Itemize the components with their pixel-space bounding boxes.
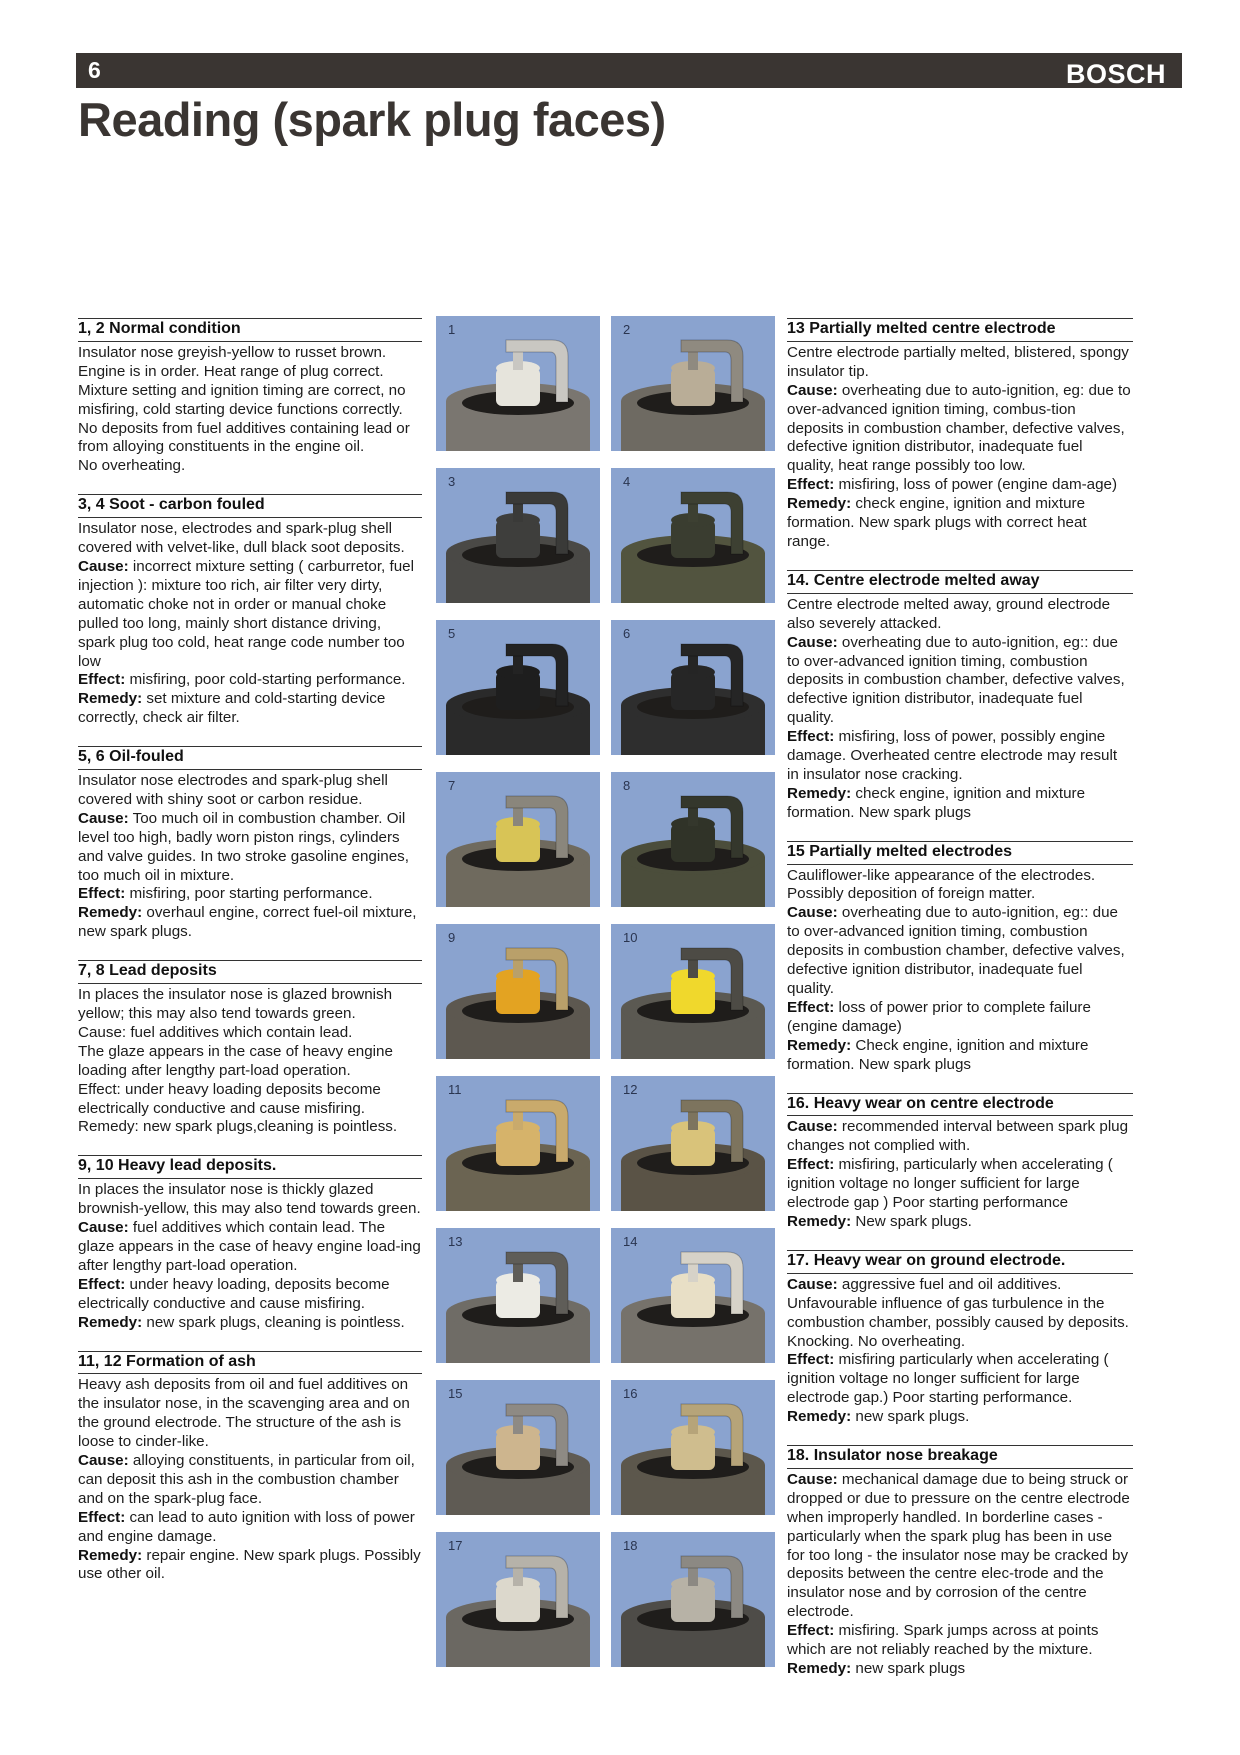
spark-plug-photo (436, 316, 600, 451)
photo-number: 2 (623, 322, 631, 337)
section (78, 960, 422, 1137)
paragraph-text: misfiring, loss of power, possibly engine damage. Overheated centre electrode may result in insulator nose cracking. (787, 728, 1118, 783)
section-paragraph (78, 344, 422, 420)
paragraph-label: Effect: (78, 1275, 126, 1293)
paragraph-label: Remedy: (78, 690, 143, 708)
centre-electrode (688, 808, 698, 826)
section-paragraph (78, 1081, 422, 1119)
spark-plug-illustration (436, 620, 600, 755)
paragraph-text: loss of power prior to complete failure (engine damage) (787, 998, 1091, 1035)
paragraph-label: Remedy: (78, 904, 143, 922)
spark-plug-photo (611, 772, 775, 907)
paragraph-text: overhaul engine, correct fuel-oil mixture, new spark plugs. (78, 904, 417, 941)
spark-plug-photo (436, 1532, 600, 1667)
paragraph-text: Too much oil in combustion chamber. Oil level too high, badly worn piston rings, cylinders and valve guides. In two stroke gasoline engines, too much oil in mixture. (78, 809, 409, 884)
left-text-column (78, 318, 422, 1602)
paragraph-label: Cause: (78, 1219, 129, 1237)
spark-plug-photo (611, 1532, 775, 1667)
section-heading: 11, 12 Formation of ash (78, 1351, 422, 1375)
section-heading: 1, 2 Normal condition (78, 318, 422, 342)
centre-electrode (688, 656, 698, 674)
paragraph-label: Remedy: (787, 495, 852, 513)
section-paragraph (787, 785, 1133, 823)
paragraph-text: repair engine. New spark plugs. Possibly use other oil. (78, 1546, 421, 1583)
paragraph-text: misfiring particularly when accelerating ( ignition voltage no longer sufficient for large electrode gap.) Poor starting performance. (787, 1351, 1109, 1407)
paragraph-text: Insulator nose, electrodes and spark-plug shell covered with velvet-like, dull black soot deposits. (78, 520, 405, 557)
spark-plug-illustration (611, 772, 775, 907)
section-heading: 15 Partially melted electrodes (787, 841, 1133, 865)
paragraph-text: overheating due to auto-ignition, eg:: due to over-advanced ignition timing, combustion deposits in combustion chamber, defective valves, defective ignition distributor, inadequate fuel quality. (787, 904, 1125, 997)
paragraph-label: Remedy: (78, 1546, 143, 1564)
spark-plug-illustration (436, 468, 600, 603)
centre-electrode (688, 504, 698, 522)
spark-plug-illustration (611, 620, 775, 755)
spark-plug-photo (436, 468, 600, 603)
paragraph-text: misfiring, loss of power (engine dam-age) (838, 476, 1118, 494)
paragraph-text: The glaze appears in the case of heavy engine loading after lengthy part-load operation. (78, 1042, 393, 1079)
section-heading: 5, 6 Oil-fouled (78, 746, 422, 770)
spark-plug-photo (611, 316, 775, 451)
paragraph-text: In places the insulator nose is glazed brownish yellow; this may also tend towards green. (78, 986, 393, 1022)
section-paragraph (787, 1156, 1133, 1213)
section-paragraph (78, 1452, 422, 1509)
section-paragraph (787, 1471, 1133, 1622)
centre-electrode (513, 1416, 523, 1434)
paragraph-label: Remedy: (787, 784, 852, 802)
spark-plug-photo (436, 1380, 600, 1515)
centre-electrode (688, 960, 698, 978)
photo-number: 7 (448, 778, 456, 793)
paragraph-label: Effect: (787, 1156, 835, 1174)
paragraph-text: under heavy loading, deposits become electrically conductive and cause misfiring. (78, 1275, 390, 1312)
paragraph-label: Cause: (787, 1275, 838, 1293)
paragraph-label: Cause: (787, 1470, 838, 1488)
centre-electrode (688, 1264, 698, 1282)
section-paragraph (787, 1037, 1133, 1075)
centre-electrode (688, 1568, 698, 1586)
section (787, 1093, 1133, 1232)
paragraph-text: new spark plugs, cleaning is pointless. (146, 1313, 405, 1331)
spark-plug-photo (611, 1076, 775, 1211)
paragraph-text: Effect: under heavy loading deposits become electrically conductive and cause misfiring. (78, 1080, 381, 1117)
paragraph-label: Effect: (787, 1622, 835, 1640)
section-paragraph (787, 1408, 1133, 1427)
paragraph-text: incorrect mixture setting ( carburretor, fuel injection ): mixture too rich, air filter very dirty, automatic choke not in order or manual choke pulled too long, mainly short distance driving, spark plug too cold, heat range code number too low (78, 557, 414, 670)
section-paragraph (787, 1213, 1133, 1232)
paragraph-text: recommended interval between spark plug changes not complied with. (787, 1118, 1129, 1155)
paragraph-text: overheating due to auto-ignition, eg: due to over-advanced ignition timing, combus-tion deposits in combustion chamber, defective valves, defective ignition distributor, inadequate fuel quality, heat range possibly too low. (787, 381, 1131, 475)
section-paragraph (78, 690, 422, 728)
paragraph-text: new spark plugs (855, 1660, 966, 1677)
paragraph-label: Cause: (78, 809, 129, 827)
brand-logo: BOSCH (1065, 59, 1166, 89)
photo-number: 5 (448, 626, 456, 641)
paragraph-text: aggressive fuel and oil additives. Unfavourable influence of gas turbulence in the combustion chamber, possibly caused by deposits. Knocking. No overheating. (787, 1275, 1129, 1350)
spark-plug-photo (436, 1228, 600, 1363)
section-heading: 17. Heavy wear on ground electrode. (787, 1250, 1133, 1274)
section-paragraph (787, 495, 1133, 552)
paragraph-label: Effect: (78, 671, 126, 689)
photo-number: 10 (623, 930, 638, 945)
paragraph-text: new spark plugs. (855, 1408, 970, 1426)
paragraph-text: overheating due to auto-ignition, eg:: due to over-advanced ignition timing, combustion deposits in combustion chamber, defective valves, defective ignition distributor, inadequate fuel quality. (787, 633, 1125, 727)
paragraph-text: check engine, ignition and mixture formation. New spark plugs (787, 784, 1086, 821)
spark-plug-photo (611, 620, 775, 755)
paragraph-label: Effect: (787, 998, 835, 1016)
paragraph-text: Insulator nose greyish-yellow to russet brown. Engine is in order. Heat range of plug correct. Mixture setting and ignition timing are correct, no misfiring, cold starting device functions correctly. (78, 343, 406, 418)
paragraph-label: Effect: (787, 1351, 835, 1369)
section-heading: 14. Centre electrode melted away (787, 570, 1133, 594)
paragraph-text: alloying constituents, in particular from oil, can deposit this ash in the combustion chamber and on the spark-plug face. (78, 1452, 415, 1507)
paragraph-text: New spark plugs. (855, 1212, 972, 1230)
paragraph-text: No overheating. (78, 457, 186, 475)
section-paragraph (78, 558, 422, 671)
paragraph-text: can lead to auto ignition with loss of power and engine damage. (78, 1508, 415, 1545)
section (787, 1250, 1133, 1427)
paragraph-label: Cause: (787, 381, 838, 399)
spark-plug-photo (611, 1380, 775, 1515)
spark-plug-photo (436, 924, 600, 1059)
photo-number: 11 (448, 1082, 462, 1097)
spark-plug-photo (611, 924, 775, 1059)
section-paragraph (78, 885, 422, 904)
page-number: 6 (88, 57, 101, 83)
paragraph-text: In places the insulator nose is thickly glazed brownish-yellow, this may also tend towards green. (78, 1181, 421, 1218)
right-text-column (787, 318, 1133, 1697)
section-paragraph (787, 1660, 1133, 1679)
section-paragraph (787, 634, 1133, 729)
paragraph-text: check engine, ignition and mixture formation. New spark plugs with correct heat range. (787, 495, 1087, 550)
section-paragraph (78, 420, 422, 458)
section (787, 1445, 1133, 1679)
paragraph-label: Cause: (787, 633, 838, 651)
section-heading: 16. Heavy wear on centre electrode (787, 1093, 1133, 1117)
section-paragraph (78, 1118, 422, 1137)
spark-plug-photo (611, 1228, 775, 1363)
section (787, 841, 1133, 1075)
paragraph-text: Heavy ash deposits from oil and fuel additives on the insulator nose, in the scavenging area and on the ground electrode. The structure of the ash is loose to cinder-like. (78, 1376, 410, 1451)
photo-number: 3 (448, 474, 456, 489)
paragraph-text: Cauliflower-like appearance of the electrodes. Possibly deposition of foreign matter. (787, 866, 1096, 903)
paragraph-text: misfiring, particularly when accelerating ( ignition voltage no longer sufficient for large electrode gap ) Poor starting performance (787, 1156, 1113, 1212)
paragraph-label: Cause: (78, 1452, 129, 1470)
centre-electrode (513, 960, 523, 978)
paragraph-label: Effect: (787, 476, 835, 494)
section-paragraph (78, 986, 422, 1024)
photo-number: 1 (448, 322, 456, 337)
spark-plug-illustration (611, 468, 775, 603)
header-bar (76, 53, 1182, 88)
section-heading: 13 Partially melted centre electrode (787, 318, 1133, 342)
paragraph-label: Remedy: (787, 1660, 852, 1677)
paragraph-label: Effect: (78, 1508, 126, 1526)
photo-number: 17 (448, 1538, 463, 1553)
section-paragraph (787, 1622, 1133, 1660)
paragraph-label: Remedy: (78, 1313, 143, 1331)
section (78, 494, 422, 728)
centre-electrode (513, 808, 523, 826)
photo-number: 16 (623, 1386, 638, 1401)
paragraph-text: Remedy: new spark plugs,cleaning is pointless. (78, 1118, 398, 1136)
section-paragraph (78, 1547, 422, 1585)
spark-plug-photo (436, 1076, 600, 1211)
section-paragraph (787, 1351, 1133, 1408)
centre-electrode (688, 352, 698, 370)
paragraph-label: Cause: (78, 557, 129, 575)
section-paragraph (78, 1219, 422, 1276)
paragraph-text: misfiring, poor cold-starting performance. (129, 671, 406, 689)
section-heading: 7, 8 Lead deposits (78, 960, 422, 984)
paragraph-text: mechanical damage due to being struck or dropped or due to pressure on the centre electrode when improperly handled. In borderline cases - particularly when the spark plug has been in use for too long - the insulator nose may be cracked by deposits between the centre elec-trode and the insulator nose and by corrosion of the centre electrode. (787, 1470, 1130, 1621)
section (78, 746, 422, 942)
paragraph-label: Cause: (787, 1118, 838, 1136)
section-paragraph (78, 520, 422, 558)
paragraph-text: misfiring, poor starting performance. (129, 885, 373, 903)
spark-plug-illustration (611, 316, 775, 451)
centre-electrode (513, 656, 523, 674)
page-title: Reading (spark plug faces) (78, 93, 666, 146)
paragraph-text: No deposits from fuel additives containing lead or from alloying constituents in the engine oil. (78, 419, 410, 456)
spark-plug-photo (436, 772, 600, 907)
section-paragraph (78, 1509, 422, 1547)
section-paragraph (787, 728, 1133, 785)
photo-number: 9 (448, 930, 456, 945)
spark-plug-photo (611, 468, 775, 603)
section-paragraph (78, 1043, 422, 1081)
photo-number: 15 (448, 1386, 463, 1401)
section (78, 318, 422, 476)
photo-grid (436, 316, 775, 1667)
section (78, 1351, 422, 1585)
centre-electrode (513, 352, 523, 370)
photo-number: 6 (623, 626, 631, 641)
paragraph-text: Centre electrode melted away, ground electrode also severely attacked. (787, 595, 1111, 632)
paragraph-text: Cause: fuel additives which contain lead. (78, 1023, 353, 1041)
section-paragraph (78, 671, 422, 690)
section-heading: 3, 4 Soot - carbon fouled (78, 494, 422, 518)
paragraph-label: Remedy: (787, 1036, 852, 1054)
photo-number: 18 (623, 1538, 638, 1553)
section (78, 1155, 422, 1332)
spark-plug-illustration (436, 316, 600, 451)
centre-electrode (513, 1112, 523, 1130)
section-paragraph (787, 867, 1133, 905)
photo-number: 13 (448, 1234, 463, 1249)
paragraph-text: fuel additives which contain lead. The glaze appears in the case of heavy engine load-ing after lengthy part-load operation. (78, 1219, 421, 1274)
section-paragraph (787, 904, 1133, 999)
section-paragraph (787, 476, 1133, 495)
section (787, 318, 1133, 552)
paragraph-text: set mixture and cold-starting device correctly, check air filter. (78, 690, 386, 727)
section (787, 570, 1133, 823)
section-paragraph (787, 999, 1133, 1037)
section-paragraph (78, 1314, 422, 1333)
centre-electrode (513, 1264, 523, 1282)
section-paragraph (78, 1024, 422, 1043)
section-paragraph (78, 1376, 422, 1452)
paragraph-label: Remedy: (787, 1212, 852, 1230)
paragraph-text: Check engine, ignition and mixture formation. New spark plugs (787, 1036, 1089, 1073)
section-paragraph (78, 904, 422, 942)
spark-plug-illustration (436, 772, 600, 907)
spark-plug-illustration (436, 924, 600, 1059)
paragraph-text: Centre electrode partially melted, blistered, spongy insulator tip. (787, 343, 1129, 380)
paragraph-label: Remedy: (787, 1408, 852, 1426)
section-paragraph (787, 1118, 1133, 1156)
centre-electrode (688, 1416, 698, 1434)
photo-number: 8 (623, 778, 631, 793)
paragraph-text: misfiring. Spark jumps across at points which are not reliably reached by the mixture. (787, 1622, 1099, 1659)
section-paragraph (78, 457, 422, 476)
paragraph-label: Cause: (787, 904, 838, 922)
section-paragraph (787, 596, 1133, 634)
centre-electrode (513, 504, 523, 522)
section-paragraph (787, 382, 1133, 477)
paragraph-label: Effect: (787, 728, 835, 746)
centre-electrode (688, 1112, 698, 1130)
photo-number: 14 (623, 1234, 638, 1249)
section-paragraph (78, 772, 422, 810)
section-paragraph (78, 1276, 422, 1314)
section-heading: 18. Insulator nose breakage (787, 1445, 1133, 1469)
paragraph-label: Effect: (78, 885, 126, 903)
section-heading: 9, 10 Heavy lead deposits. (78, 1155, 422, 1179)
photo-number: 12 (623, 1082, 638, 1097)
section-paragraph (78, 1181, 422, 1219)
section-paragraph (787, 344, 1133, 382)
centre-electrode (513, 1568, 523, 1586)
section-paragraph (787, 1276, 1133, 1352)
paragraph-text: Insulator nose electrodes and spark-plug shell covered with shiny soot or carbon residue. (78, 772, 388, 808)
spark-plug-photo (436, 620, 600, 755)
section-paragraph (78, 810, 422, 886)
photo-number: 4 (623, 474, 631, 489)
